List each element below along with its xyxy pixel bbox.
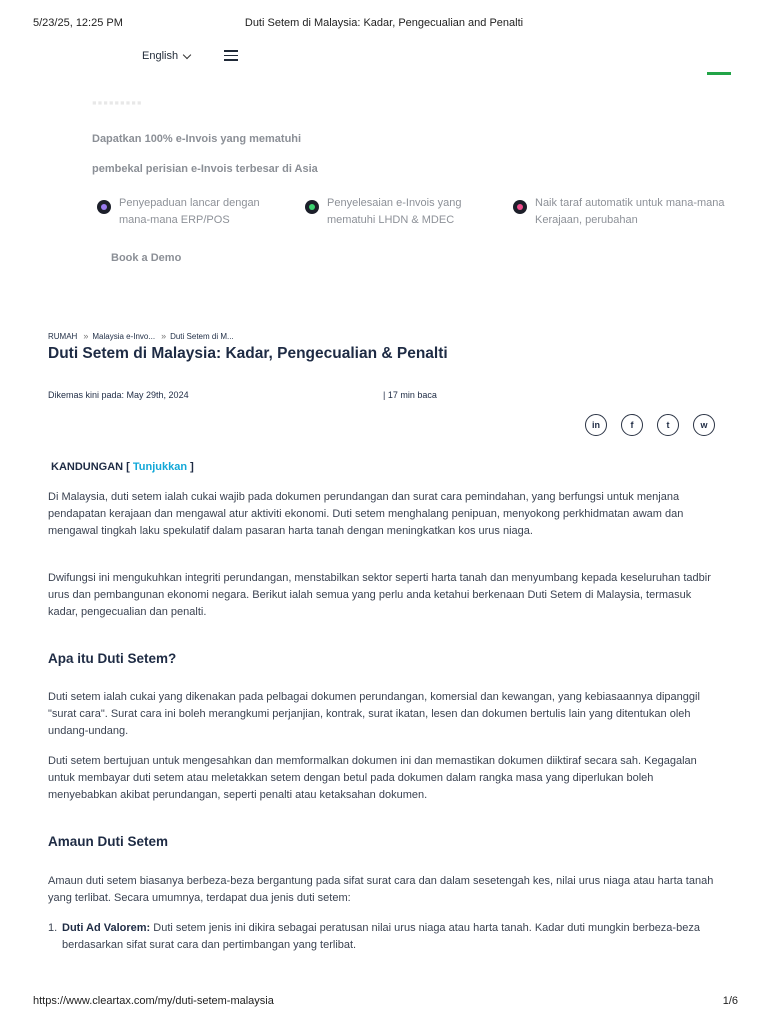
print-doc-title: Duti Setem di Malaysia: Kadar, Pengecualian and Penalti bbox=[244, 17, 524, 29]
faded-logo-icon: ▪▪▪▪▪▪▪▪▪ bbox=[92, 95, 143, 110]
promo-feature bbox=[97, 195, 287, 229]
toc-toggle-link[interactable]: Tunjukkan bbox=[132, 461, 188, 473]
toc-label: KANDUNGAN bbox=[51, 461, 124, 473]
breadcrumb-separator-icon: » bbox=[83, 331, 87, 341]
read-time: | 17 min baca bbox=[383, 390, 437, 400]
intro-paragraph: Dwifungsi ini mengukuhkan integriti perundangan, menstabilkan sektor seperti harta tanah dan menyumbang kepada keseluruhan tadbir urus dan pembangunan ekonomi negara. Berikut ialah semua yang perlu anda ketahui berkenaan Duti Setem di Malaysia, termasuk kadar, pengecualian dan penalti. bbox=[48, 572, 711, 618]
whatsapp-share-icon[interactable]: w bbox=[693, 414, 715, 436]
promo-feature bbox=[305, 195, 495, 229]
promo-feature-text: Naik taraf automatik untuk mana-mana Kerajaan, perubahan bbox=[535, 197, 725, 226]
brand-accent-bar bbox=[707, 72, 731, 75]
intro-paragraph: Di Malaysia, duti setem ialah cukai wajib pada dokumen perundangan dan surat cara pemindahan, yang berfungsi untuk menjana pendapatan kerajaan dan mengawal atur aktiviti ekonomi. Duti setem menghalang penipuan, menyokong perkhidmatan awam dan mengawal tingkah laku spekulatif dalam pasaran harta tanah dengan meningkatkan kos urus niaga. bbox=[48, 491, 684, 537]
list-item bbox=[48, 920, 718, 954]
language-label: English bbox=[142, 50, 179, 62]
list-term: Duti Ad Valorem: bbox=[62, 922, 151, 934]
breadcrumb bbox=[48, 331, 234, 341]
list-number: 1. bbox=[48, 922, 58, 934]
linkedin-share-icon[interactable]: in bbox=[585, 414, 607, 436]
book-demo-button[interactable]: Book a Demo bbox=[111, 252, 182, 264]
hamburger-icon[interactable] bbox=[224, 50, 238, 61]
language-selector[interactable] bbox=[142, 50, 190, 62]
section-paragraph: Duti setem ialah cukai yang dikenakan pada pelbagai dokumen perundangan, komersial dan kewangan, yang kebiasaannya dipanggil "surat cara". Surat cara ini boleh merangkumi perjanjian, kontrak, surat ikatan, lesen dan dokumen bertulis lain yang ditentukan oleh undang-undang. bbox=[48, 691, 700, 737]
toc-bracket-close: ] bbox=[190, 461, 194, 473]
breadcrumb-separator-icon: » bbox=[161, 331, 165, 341]
print-url: https://www.cleartax.com/my/duti-setem-malaysia bbox=[33, 995, 274, 1007]
promo-feature bbox=[513, 195, 733, 229]
section-heading: Amaun Duti Setem bbox=[48, 834, 169, 849]
green-dot-icon bbox=[305, 200, 319, 214]
breadcrumb-current: Duti Setem di M... bbox=[170, 331, 234, 341]
section-paragraph: Duti setem bertujuan untuk mengesahkan dan memformalkan dokumen ini dan memastikan dokumen diiktiraf secara sah. Kegagalan untuk membayar duti setem atau meletakkan setem dengan betul pada dokumen dalam rangka masa yang diperlukan boleh menyebabkan akibat perundangan, seperti penalti atau ketaksahan dokumen. bbox=[48, 755, 697, 801]
page-title: Duti Setem di Malaysia: Kadar, Pengecualian & Penalti bbox=[48, 345, 448, 362]
promo-line-2: pembekal perisian e-Invois terbesar di Asia bbox=[92, 163, 318, 175]
promo-feature-text: Penyelesaian e-Invois yang mematuhi LHDN & MDEC bbox=[327, 197, 462, 226]
breadcrumb-home[interactable]: RUMAH bbox=[48, 331, 78, 341]
toc-bracket-open: [ bbox=[126, 461, 130, 473]
purple-dot-icon bbox=[97, 200, 111, 214]
updated-date: Dikemas kini pada: May 29th, 2024 bbox=[48, 390, 189, 400]
print-page-number: 1/6 bbox=[722, 995, 738, 1007]
promo-feature-text: Penyepaduan lancar dengan mana-mana ERP/POS bbox=[119, 197, 260, 226]
section-heading: Apa itu Duti Setem? bbox=[48, 651, 177, 666]
list-text: Duti setem jenis ini dikira sebagai peratusan nilai urus niaga atau harta tanah. Kadar duti mungkin berbeza-beza berdasarkan sifat surat cara dan pertimbangan yang terlibat. bbox=[62, 922, 700, 951]
facebook-share-icon[interactable]: f bbox=[621, 414, 643, 436]
section-paragraph: Amaun duti setem biasanya berbeza-beza bergantung pada sifat surat cara dan dalam sesetengah kes, nilai urus niaga atau harta tanah yang terlibat. Secara umumnya, terdapat dua jenis duti setem: bbox=[48, 875, 714, 904]
promo-line-1: Dapatkan 100% e-Invois yang mematuhi bbox=[92, 133, 302, 145]
pink-dot-icon bbox=[513, 200, 527, 214]
breadcrumb-category[interactable]: Malaysia e-Invo... bbox=[92, 331, 156, 341]
table-of-contents bbox=[51, 461, 194, 473]
chevron-down-icon bbox=[183, 50, 191, 58]
twitter-share-icon[interactable]: t bbox=[657, 414, 679, 436]
print-datetime: 5/23/25, 12:25 PM bbox=[33, 17, 123, 29]
